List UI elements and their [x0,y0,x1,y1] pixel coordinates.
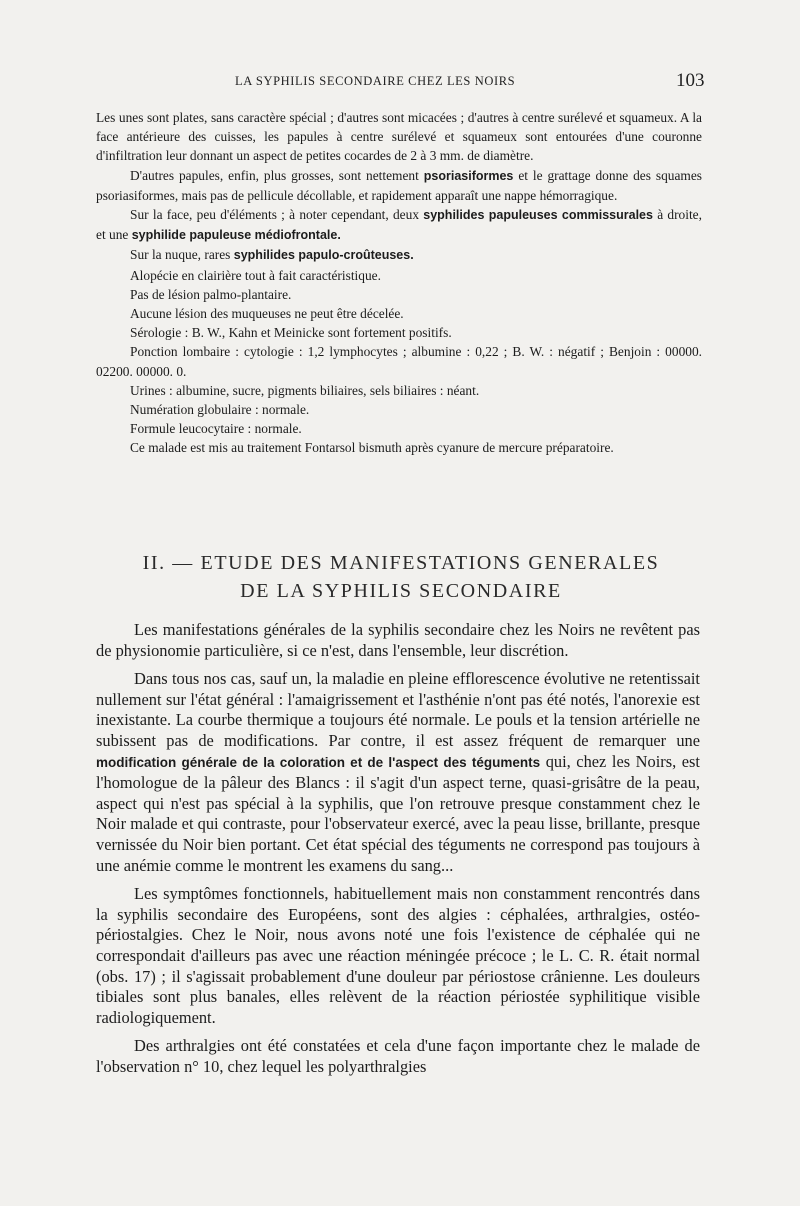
body-paragraph: Dans tous nos cas, sauf un, la maladie en pleine efflorescence évolutive ne retentissait nullement sur l'état général : l'amaigrissement et l'asthénie n'ont pas été notés, l'anorexie est inexistante. La courbe thermique a toujours été normale. Le pouls et la tension artérielle ne subissent pas de modifications. Par contre, il est assez fréquent de remarquer une modification générale de la coloration et de l'aspect des téguments qui, chez les Noirs, est l'homologue de la pâleur des Blancs : il s'agit d'un aspect terne, quasi-grisâtre de la peau, aspect qui n'est pas spécial à la syphilis, que l'on retrouve presque constamment chez le Noir malade et qui contraste, pour l'observateur exercé, avec la peau lisse, brillante, presque vernissée du Noir bien portant. Cet état spécial des téguments ne correspond pas toujours à une anémie comme le montrent les examens du sang... [96,669,700,875]
observation-line: Sérologie : B. W., Kahn et Meinicke sont fortement positifs. [130,325,452,341]
observation-block [96,108,702,458]
section-title-line-1: II. — ETUDE DES MANIFESTATIONS GENERALES [142,552,660,574]
page-number: 103 [676,70,705,91]
observation-paragraph: Les unes sont plates, sans caractère spécial ; d'autres sont micacées ; d'autres à centre surélevé et squameux. A la face antérieure des cuisses, les papules à centre surélevé et squameux sont entourées d'une couronne d'infiltration leur donnant un aspect de petites cocardes de 2 à 3 mm. de diamètre. [96,110,702,164]
section-body [96,620,700,1077]
observation-line: Alopécie en clairière tout à fait caractéristique. [130,267,381,283]
observation-line: Aucune lésion des muqueuses ne peut être décelée. [130,306,404,322]
body-paragraph: Des arthralgies ont été constatées et cela d'une façon importante chez le malade de l'observation n° 10, chez lequel les polyarthralgies [96,1036,700,1076]
bold-term: syphilide papuleuse médiofrontale. [131,228,341,243]
bold-term: syphilides papulo-croûteuses. [233,248,414,263]
observation-paragraph: Sur la nuque, rares syphilides papulo-croûteuses. [130,247,414,263]
section-title-line-2: DE LA SYPHILIS SECONDAIRE [240,580,562,602]
observation-line: Numération globulaire : normale. [130,402,310,418]
observation-line: Ponction lombaire : cytologie : 1,2 lymphocytes ; albumine : 0,22 ; B. W. : négatif ; Benjoin : 00000. 02200. 00000. 0. [96,344,702,379]
bold-term: psoriasiformes [423,168,514,183]
bold-term: syphilides papuleuses commissurales [423,208,653,223]
observation-line: Urines : albumine, sucre, pigments biliaires, sels biliaires : néant. [130,382,480,398]
observation-line: Formule leucocytaire : normale. [130,421,302,437]
observation-line: Ce malade est mis au traitement Fontarsol bismuth après cyanure de mercure préparatoire. [130,440,614,456]
running-title: LA SYPHILIS SECONDAIRE CHEZ LES NOIRS [235,74,516,88]
observation-paragraph: Sur la face, peu d'éléments ; à noter cependant, deux syphilides papuleuses commissurales à droite, et une syphilide papuleuse médiofrontale. [96,207,702,243]
body-paragraph: Les manifestations générales de la syphilis secondaire chez les Noirs ne revêtent pas de physionomie particulière, si ce n'est, dans l'ensemble, leur discrétion. [96,620,700,660]
bold-term: modification générale de la coloration et de l'aspect des téguments [96,754,541,770]
observation-paragraph: D'autres papules, enfin, plus grosses, sont nettement psoriasiformes et le grattage donne des squames psoriasiformes, mais pas de pellicule décollable, et rapidement apparaît une nappe hémorragique. [96,167,702,203]
observation-line: Pas de lésion palmo-plantaire. [130,286,292,302]
body-paragraph: Les symptômes fonctionnels, habituellement mais non constamment rencontrés dans la syphilis secondaire des Européens, sont des algies : céphalées, arthralgies, ostéo-périostalgies. Chez le Noir, nous avons noté une fois l'existence de céphalée qui ne correspondait d'ailleurs pas avec une réaction méningée précoce ; le L. C. R. était normal (obs. 17) ; il s'agissait probablement d'une douleur par périostose crânienne. Les douleurs tibiales sont plus banales, elles relèvent de la réaction périostée syphilitique visible radiologiquement. [96,884,700,1027]
